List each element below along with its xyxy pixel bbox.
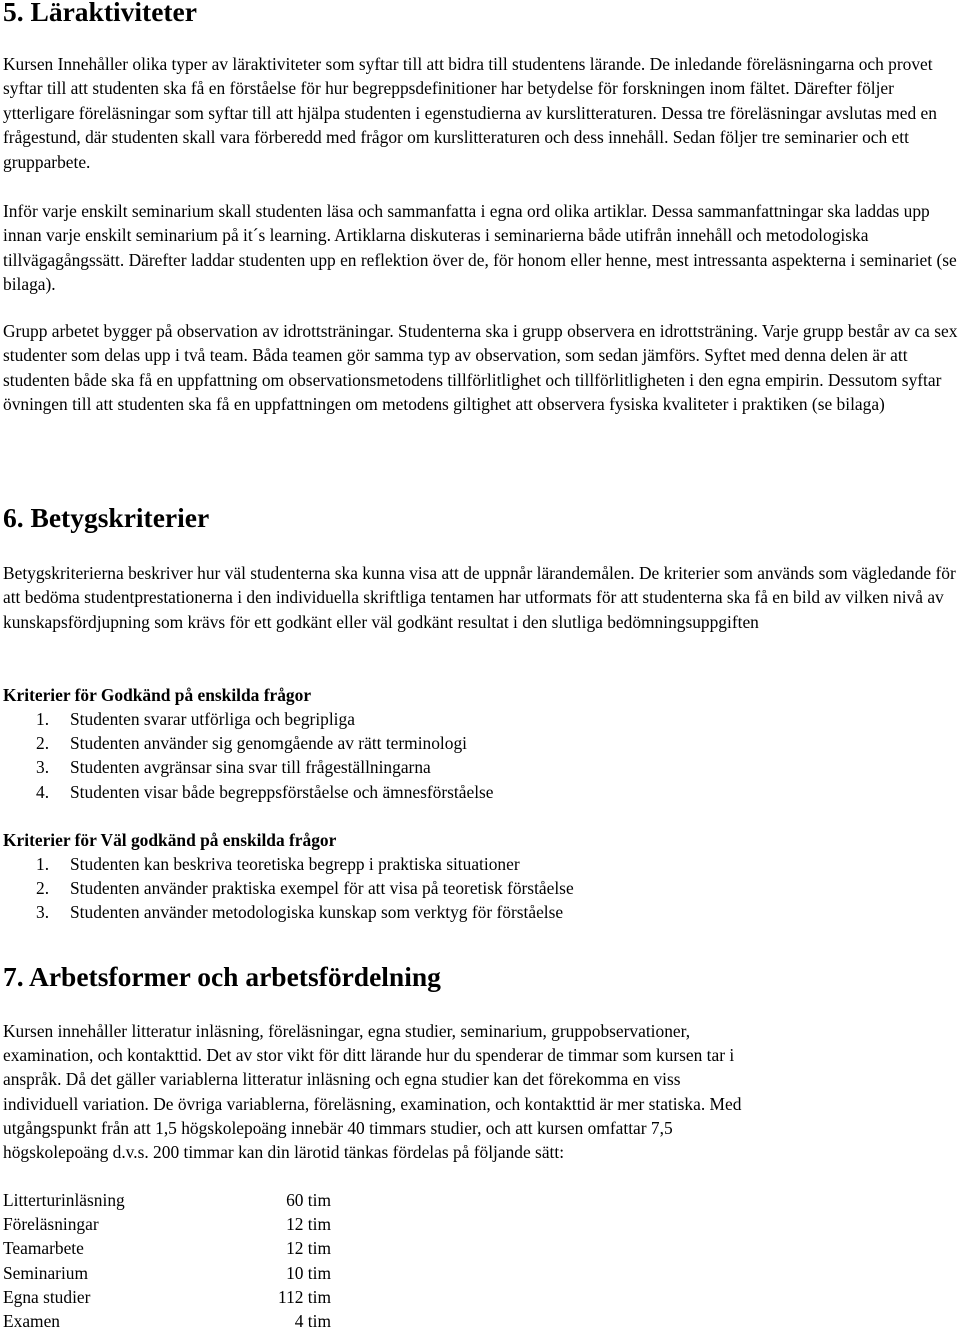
list-item-number: 3.: [36, 757, 50, 778]
section-5-paragraph-2: Inför varje enskilt seminarium skall studenten läsa och sammanfatta i egna ord olika artiklar. Dessa sammanfattningar ska laddas upp innan varje enskilt seminarium på it´s learning. Artiklarna diskuteras i seminarierna både utifrån innehåll och metodologiska tillvägagångssätt. Därefter laddar studenten upp en reflektion över de, för honom eller henne, mest intressanta aspekterna i seminariet (se bilaga).: [3, 201, 957, 295]
list-item-text: Studenten använder praktiska exempel för att visa på teoretisk förståelse: [70, 878, 574, 899]
list-item-number: 1.: [36, 854, 50, 874]
list-item-text: Studenten använder sig genomgående av rätt terminologi: [70, 733, 467, 754]
intro-line: Kursen innehåller litteratur inläsning, föreläsningar, egna studier, seminarium, gruppobservationer,: [3, 1021, 691, 1041]
section-7-heading: 7. Arbetsformer och arbetsfördelning: [3, 961, 441, 992]
activity-cell: Teamarbete: [3, 1238, 84, 1259]
godkand-criteria-list: [3, 707, 494, 804]
list-item-number: 2.: [36, 733, 50, 754]
list-item-number: 4.: [36, 781, 50, 802]
list-item-number: 2.: [36, 878, 50, 899]
table-row: [3, 1309, 331, 1333]
list-item-text: Studenten kan beskriva teoretiska begrepp i praktiska situationer: [70, 854, 520, 874]
hours-cell: 112 tim: [278, 1286, 331, 1307]
activity-cell: Föreläsningar: [3, 1214, 99, 1235]
table-row: [3, 1261, 331, 1285]
list-item-number: 1.: [36, 709, 50, 729]
activity-cell: Examen: [3, 1311, 60, 1332]
study-hours-table: [3, 1188, 331, 1333]
section-5-paragraph-3: Grupp arbetet bygger på observation av idrottsträningar. Studenterna ska i grupp observera en idrottsträning. Varje grupp består av ca sex studenter som delas upp i två team. Båda teamen gör samma typ av observation, som sedan jämförs. Syftet med denna delen är att studenten både ska få en uppfattning om observationsmetodens tillförlitlighet och tillförlitligheten i den egna empirin. Dessutom syftar övningen till att studenten ska få en uppfattningen om metodens giltighet att observera fysiska kvaliteter i praktiken (se bilaga): [3, 321, 958, 415]
list-item: [3, 755, 494, 779]
intro-line: anspråk. Då det gäller variablerna litteratur inläsning och egna studier kan det förekomma en viss: [3, 1069, 681, 1090]
section-6-intro: Betygskriterierna beskriver hur väl studenterna ska kunna visa att de uppnår lärandemålen. De kriterier som används som vägledande för att bedöma studentprestationerna i den individuella skriftliga tentamen har utformats för att studenterna ska få en bild av vilken nivå av kunskapsfördjupning som krävs för ett godkänt eller väl godkänt resultat i den slutliga bedömningsuppgiften: [3, 563, 956, 632]
table-row: [3, 1285, 331, 1309]
activity-cell: Egna studier: [3, 1286, 91, 1307]
table-row: [3, 1188, 331, 1212]
hours-cell: 4 tim: [294, 1311, 331, 1332]
hours-cell: 12 tim: [286, 1238, 331, 1259]
table-row: [3, 1212, 331, 1236]
list-item-text: Studenten visar både begreppsförståelse och ämnesförståelse: [70, 781, 494, 802]
list-item-text: Studenten svarar utförliga och begripliga: [70, 709, 355, 729]
activity-cell: Litterturinläsning: [3, 1190, 125, 1210]
list-item: [3, 731, 494, 755]
list-item: [3, 876, 574, 900]
section-5-paragraph-1: Kursen Innehåller olika typer av läraktiviteter som syftar till att bidra till studentens lärande. De inledande föreläsningarna och provet syftar till att studenten ska få en förståelse för hur begreppsdefinitioner har betydelse för forskningen inom fältet. Därefter följer ytterligare föreläsningar som syftar till att hjälpa studenten i egenstudierna av kurslitteraturen. Dessa tre föreläsningar avslutas med en frågestund, där studenten skall vara förberedd med frågor om kurslitteraturen och dess innehåll. Sedan följer tre seminarier och ett grupparbete.: [3, 54, 937, 172]
activity-cell: Seminarium: [3, 1262, 89, 1283]
intro-line: individuell variation. De övriga variablerna, föreläsning, examination, och kontakttid är mer statiska. Med: [3, 1093, 742, 1114]
hours-cell: 12 tim: [286, 1214, 331, 1235]
list-item: [3, 707, 494, 731]
list-item-text: Studenten avgränsar sina svar till frågeställningarna: [70, 757, 431, 778]
intro-line: högskolepoäng d.v.s. 200 timmar kan din lärotid tänkas fördelas på följande sätt:: [3, 1142, 565, 1163]
section-6-heading: 6. Betygskriterier: [3, 502, 210, 533]
intro-line: examination, och kontakttid. Det av stor vikt för ditt lärande hur du spenderar de timmar som kursen tar i: [3, 1045, 735, 1066]
section-7-intro: [3, 1019, 741, 1164]
val-godkand-criteria-heading: Kriterier för Väl godkänd på enskilda frågor: [3, 830, 337, 850]
list-item-number: 3.: [36, 902, 50, 923]
list-item: [3, 900, 574, 924]
hours-cell: 60 tim: [286, 1190, 331, 1210]
list-item: [3, 780, 494, 804]
godkand-criteria-heading: Kriterier för Godkänd på enskilda frågor: [3, 685, 312, 705]
list-item: [3, 852, 574, 876]
list-item-text: Studenten använder metodologiska kunskap som verktyg för förståelse: [70, 902, 564, 923]
hours-cell: 10 tim: [286, 1262, 331, 1283]
val-godkand-criteria-list: [3, 852, 574, 925]
section-5-heading: 5. Läraktiviteter: [3, 0, 197, 27]
table-row: [3, 1236, 331, 1260]
intro-line: utgångspunkt från att 1,5 högskolepoäng innebär 40 timmars studier, och att kursen omfattar 7,5: [3, 1117, 673, 1138]
